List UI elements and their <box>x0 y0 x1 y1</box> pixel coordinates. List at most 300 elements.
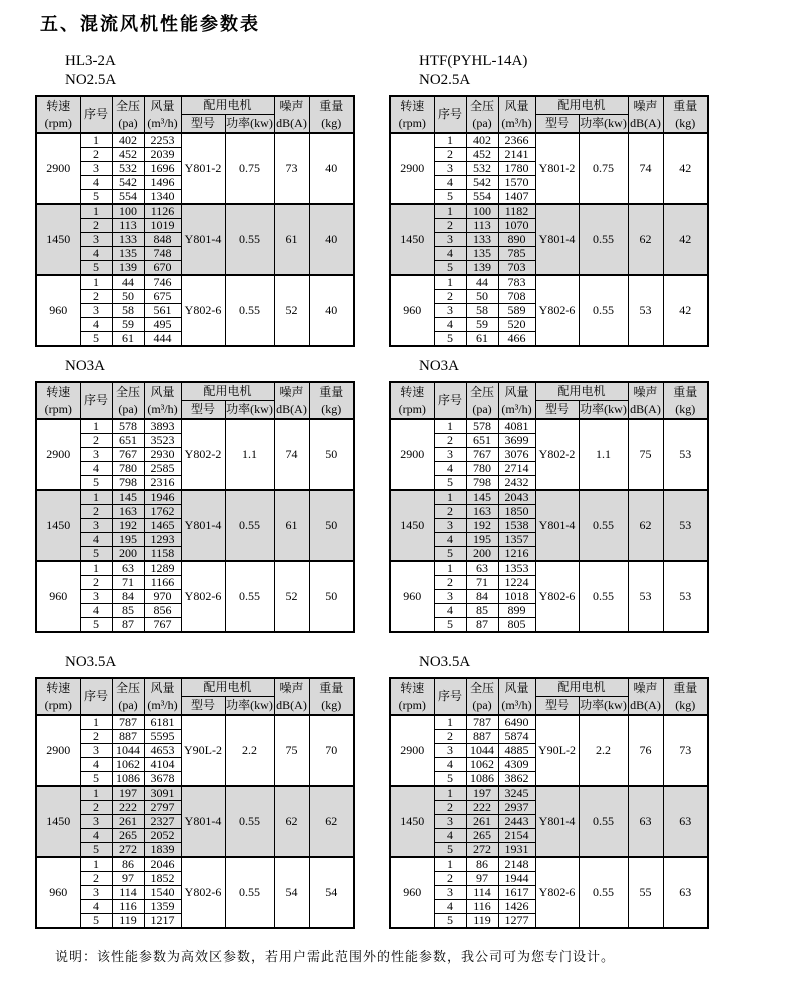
col-header-flow: 风量 (m³/h) <box>498 678 535 715</box>
table-row <box>390 786 708 801</box>
cell-noise: 63 <box>628 786 663 857</box>
table-row <box>36 419 354 434</box>
cell-flow: 1852 <box>144 872 181 886</box>
cell-flow: 1696 <box>144 162 181 176</box>
cell-seq: 1 <box>434 786 466 801</box>
cell-weight: 53 <box>663 561 708 632</box>
cell-weight: 40 <box>309 133 354 204</box>
cell-seq: 3 <box>434 590 466 604</box>
cell-pressure: 578 <box>112 419 144 434</box>
cell-weight: 42 <box>663 275 708 346</box>
cell-seq: 2 <box>80 505 112 519</box>
cell-pressure: 1086 <box>466 772 498 787</box>
cell-model: Y801-4 <box>181 490 225 561</box>
cell-pressure: 44 <box>466 275 498 290</box>
cell-pressure: 532 <box>112 162 144 176</box>
table-row <box>36 786 354 801</box>
cell-pressure: 798 <box>112 476 144 491</box>
cell-seq: 2 <box>434 576 466 590</box>
cell-flow: 4104 <box>144 758 181 772</box>
cell-seq: 3 <box>434 233 466 247</box>
cell-flow: 4081 <box>498 419 535 434</box>
cell-pressure: 116 <box>112 900 144 914</box>
col-header-pressure: 全压 (pa) <box>466 382 498 419</box>
cell-flow: 2937 <box>498 801 535 815</box>
cell-flow: 1407 <box>498 190 535 205</box>
col-header-noise: 噪声 dB(A) <box>628 678 663 715</box>
table-caption: NO2.5A <box>419 72 471 88</box>
cell-pressure: 145 <box>112 490 144 505</box>
col-header-seq: 序号 <box>80 96 112 133</box>
cell-seq: 2 <box>434 219 466 233</box>
col-header-speed: 转速 (rpm) <box>390 678 434 715</box>
table-caption: NO3A <box>419 358 459 374</box>
cell-flow: 675 <box>144 290 181 304</box>
cell-power: 0.75 <box>225 133 274 204</box>
cell-pressure: 192 <box>466 519 498 533</box>
table-row <box>36 490 354 505</box>
cell-flow: 4885 <box>498 744 535 758</box>
cell-flow: 856 <box>144 604 181 618</box>
cell-flow: 3245 <box>498 786 535 801</box>
col-header-weight: 重量 (kg) <box>309 678 354 715</box>
cell-noise: 76 <box>628 715 663 786</box>
cell-model: Y801-2 <box>181 133 225 204</box>
col-header-noise: 噪声 dB(A) <box>274 96 309 133</box>
col-header-speed: 转速 (rpm) <box>390 96 434 133</box>
cell-flow: 1277 <box>498 914 535 929</box>
cell-pressure: 1062 <box>112 758 144 772</box>
cell-flow: 2154 <box>498 829 535 843</box>
cell-flow: 670 <box>144 261 181 276</box>
cell-seq: 1 <box>80 786 112 801</box>
cell-pressure: 71 <box>466 576 498 590</box>
cell-model: Y802-6 <box>181 275 225 346</box>
cell-flow: 3699 <box>498 434 535 448</box>
cell-weight: 54 <box>309 857 354 928</box>
cell-seq: 2 <box>434 505 466 519</box>
cell-seq: 3 <box>434 519 466 533</box>
cell-pressure: 85 <box>112 604 144 618</box>
cell-flow: 1353 <box>498 561 535 576</box>
cell-flow: 495 <box>144 318 181 332</box>
table-caption: NO3.5A <box>65 654 117 670</box>
col-header-weight: 重量 (kg) <box>663 382 708 419</box>
cell-noise: 61 <box>274 204 309 275</box>
cell-model: Y801-4 <box>535 490 579 561</box>
cell-rpm: 960 <box>36 561 80 632</box>
cell-rpm: 1450 <box>390 490 434 561</box>
cell-pressure: 50 <box>466 290 498 304</box>
cell-pressure: 116 <box>466 900 498 914</box>
cell-seq: 4 <box>80 247 112 261</box>
col-header-flow: 风量 (m³/h) <box>144 678 181 715</box>
cell-noise: 61 <box>274 490 309 561</box>
cell-flow: 1289 <box>144 561 181 576</box>
cell-seq: 2 <box>80 801 112 815</box>
cell-flow: 1359 <box>144 900 181 914</box>
cell-seq: 4 <box>80 533 112 547</box>
cell-seq: 5 <box>80 476 112 491</box>
cell-seq: 2 <box>434 148 466 162</box>
cell-seq: 2 <box>434 290 466 304</box>
cell-pressure: 542 <box>112 176 144 190</box>
cell-rpm: 1450 <box>390 786 434 857</box>
footnote: 说明：该性能参数为高效区参数，若用户需此范围外的性能参数，我公司可为您专门设计。 <box>55 949 616 964</box>
cell-flow: 466 <box>498 332 535 347</box>
table-block-hl3-2a-no3-5a <box>35 653 355 929</box>
cell-pressure: 261 <box>112 815 144 829</box>
cell-pressure: 139 <box>112 261 144 276</box>
cell-flow: 3091 <box>144 786 181 801</box>
cell-seq: 1 <box>434 419 466 434</box>
cell-rpm: 1450 <box>36 786 80 857</box>
table-block-htf-no2-5a <box>389 52 709 347</box>
cell-pressure: 222 <box>112 801 144 815</box>
cell-rpm: 960 <box>36 857 80 928</box>
cell-flow: 783 <box>498 275 535 290</box>
cell-flow: 2253 <box>144 133 181 148</box>
cell-pressure: 86 <box>466 857 498 872</box>
col-header-model: 型号 <box>181 401 225 420</box>
cell-pressure: 133 <box>112 233 144 247</box>
cell-seq: 4 <box>80 829 112 843</box>
cell-pressure: 197 <box>112 786 144 801</box>
col-header-pressure: 全压 (pa) <box>112 382 144 419</box>
col-header-motor-group: 配用电机 <box>535 96 628 115</box>
cell-power: 1.1 <box>225 419 274 490</box>
cell-noise: 62 <box>628 490 663 561</box>
cell-flow: 2327 <box>144 815 181 829</box>
cell-pressure: 402 <box>112 133 144 148</box>
cell-flow: 1465 <box>144 519 181 533</box>
cell-power: 0.55 <box>225 561 274 632</box>
col-header-model: 型号 <box>181 697 225 716</box>
cell-model: Y90L-2 <box>535 715 579 786</box>
cell-seq: 2 <box>80 434 112 448</box>
cell-pressure: 780 <box>466 462 498 476</box>
cell-seq: 1 <box>80 561 112 576</box>
cell-pressure: 119 <box>466 914 498 929</box>
cell-seq: 5 <box>80 843 112 858</box>
cell-seq: 1 <box>434 133 466 148</box>
cell-pressure: 87 <box>466 618 498 633</box>
cell-noise: 73 <box>274 133 309 204</box>
cell-pressure: 139 <box>466 261 498 276</box>
cell-pressure: 100 <box>112 204 144 219</box>
cell-pressure: 86 <box>112 857 144 872</box>
cell-flow: 520 <box>498 318 535 332</box>
cell-flow: 561 <box>144 304 181 318</box>
col-header-weight: 重量 (kg) <box>309 96 354 133</box>
cell-pressure: 265 <box>112 829 144 843</box>
cell-flow: 1850 <box>498 505 535 519</box>
cell-pressure: 195 <box>466 533 498 547</box>
cell-pressure: 222 <box>466 801 498 815</box>
cell-weight: 40 <box>309 275 354 346</box>
cell-power: 0.55 <box>225 490 274 561</box>
col-header-flow: 风量 (m³/h) <box>498 382 535 419</box>
cell-pressure: 135 <box>112 247 144 261</box>
col-header-power: 功率(kw) <box>579 401 628 420</box>
cell-seq: 5 <box>434 476 466 491</box>
cell-flow: 1946 <box>144 490 181 505</box>
cell-seq: 3 <box>80 448 112 462</box>
cell-flow: 1931 <box>498 843 535 858</box>
cell-seq: 4 <box>434 176 466 190</box>
cell-seq: 3 <box>434 448 466 462</box>
cell-weight: 63 <box>663 857 708 928</box>
col-header-pressure: 全压 (pa) <box>112 678 144 715</box>
cell-flow: 3678 <box>144 772 181 787</box>
cell-flow: 1570 <box>498 176 535 190</box>
cell-seq: 4 <box>80 462 112 476</box>
cell-model: Y801-4 <box>535 204 579 275</box>
col-header-power: 功率(kw) <box>579 115 628 134</box>
cell-noise: 52 <box>274 275 309 346</box>
cell-flow: 2046 <box>144 857 181 872</box>
cell-flow: 1018 <box>498 590 535 604</box>
cell-power: 0.55 <box>579 786 628 857</box>
table-row <box>390 419 708 434</box>
cell-pressure: 163 <box>112 505 144 519</box>
cell-weight: 50 <box>309 419 354 490</box>
cell-pressure: 113 <box>112 219 144 233</box>
cell-seq: 5 <box>434 914 466 929</box>
cell-flow: 2585 <box>144 462 181 476</box>
table-row <box>390 275 708 290</box>
col-header-weight: 重量 (kg) <box>663 96 708 133</box>
cell-seq: 1 <box>80 715 112 730</box>
cell-seq: 1 <box>434 561 466 576</box>
cell-weight: 53 <box>663 490 708 561</box>
cell-seq: 5 <box>80 914 112 929</box>
cell-flow: 746 <box>144 275 181 290</box>
col-header-pressure: 全压 (pa) <box>466 678 498 715</box>
cell-seq: 3 <box>434 886 466 900</box>
cell-flow: 1182 <box>498 204 535 219</box>
cell-flow: 2043 <box>498 490 535 505</box>
col-header-noise: 噪声 dB(A) <box>628 96 663 133</box>
cell-pressure: 114 <box>466 886 498 900</box>
cell-noise: 75 <box>274 715 309 786</box>
cell-noise: 74 <box>628 133 663 204</box>
cell-pressure: 58 <box>466 304 498 318</box>
cell-rpm: 960 <box>390 561 434 632</box>
cell-pressure: 197 <box>466 786 498 801</box>
cell-seq: 3 <box>434 744 466 758</box>
cell-pressure: 84 <box>112 590 144 604</box>
cell-seq: 4 <box>434 247 466 261</box>
col-header-seq: 序号 <box>80 382 112 419</box>
cell-model: Y802-2 <box>181 419 225 490</box>
cell-noise: 53 <box>628 275 663 346</box>
cell-seq: 2 <box>434 801 466 815</box>
cell-flow: 1540 <box>144 886 181 900</box>
cell-noise: 75 <box>628 419 663 490</box>
table-caption: NO2.5A <box>65 72 117 88</box>
cell-power: 0.55 <box>579 275 628 346</box>
cell-flow: 1496 <box>144 176 181 190</box>
cell-model: Y802-6 <box>535 561 579 632</box>
cell-seq: 3 <box>80 304 112 318</box>
cell-seq: 5 <box>434 190 466 205</box>
cell-seq: 1 <box>80 204 112 219</box>
cell-flow: 1158 <box>144 547 181 562</box>
cell-pressure: 200 <box>466 547 498 562</box>
cell-seq: 4 <box>434 900 466 914</box>
cell-noise: 53 <box>628 561 663 632</box>
cell-model: Y802-2 <box>535 419 579 490</box>
cell-pressure: 100 <box>466 204 498 219</box>
table-row <box>36 561 354 576</box>
cell-weight: 42 <box>663 133 708 204</box>
cell-pressure: 1086 <box>112 772 144 787</box>
cell-power: 0.55 <box>579 857 628 928</box>
cell-weight: 40 <box>309 204 354 275</box>
cell-flow: 805 <box>498 618 535 633</box>
cell-weight: 62 <box>309 786 354 857</box>
cell-pressure: 63 <box>112 561 144 576</box>
cell-power: 0.55 <box>579 204 628 275</box>
cell-pressure: 767 <box>112 448 144 462</box>
cell-flow: 3076 <box>498 448 535 462</box>
cell-flow: 2797 <box>144 801 181 815</box>
cell-seq: 1 <box>434 715 466 730</box>
cell-seq: 1 <box>80 133 112 148</box>
cell-flow: 4309 <box>498 758 535 772</box>
table-row <box>390 204 708 219</box>
cell-pressure: 114 <box>112 886 144 900</box>
cell-flow: 1357 <box>498 533 535 547</box>
cell-rpm: 2900 <box>36 419 80 490</box>
cell-pressure: 272 <box>466 843 498 858</box>
cell-seq: 5 <box>80 332 112 347</box>
cell-seq: 3 <box>434 162 466 176</box>
cell-flow: 444 <box>144 332 181 347</box>
cell-flow: 767 <box>144 618 181 633</box>
cell-flow: 2039 <box>144 148 181 162</box>
cell-seq: 4 <box>434 462 466 476</box>
cell-weight: 70 <box>309 715 354 786</box>
cell-seq: 1 <box>80 857 112 872</box>
cell-pressure: 1062 <box>466 758 498 772</box>
cell-pressure: 452 <box>112 148 144 162</box>
table-caption: HL3-2A <box>65 53 116 69</box>
cell-seq: 5 <box>434 547 466 562</box>
cell-power: 0.75 <box>579 133 628 204</box>
cell-seq: 3 <box>80 233 112 247</box>
cell-seq: 3 <box>434 815 466 829</box>
cell-pressure: 63 <box>466 561 498 576</box>
cell-seq: 4 <box>80 758 112 772</box>
cell-pressure: 113 <box>466 219 498 233</box>
cell-power: 0.55 <box>225 204 274 275</box>
table-row <box>390 133 708 148</box>
cell-noise: 55 <box>628 857 663 928</box>
cell-model: Y802-6 <box>535 275 579 346</box>
cell-pressure: 71 <box>112 576 144 590</box>
table-row <box>390 561 708 576</box>
cell-weight: 63 <box>663 786 708 857</box>
cell-pressure: 402 <box>466 133 498 148</box>
cell-seq: 2 <box>80 730 112 744</box>
cell-pressure: 195 <box>112 533 144 547</box>
cell-pressure: 1044 <box>466 744 498 758</box>
cell-flow: 1293 <box>144 533 181 547</box>
cell-rpm: 2900 <box>390 419 434 490</box>
table-row <box>390 857 708 872</box>
col-header-pressure: 全压 (pa) <box>112 96 144 133</box>
col-header-speed: 转速 (rpm) <box>36 382 80 419</box>
col-header-power: 功率(kw) <box>225 697 274 716</box>
cell-seq: 1 <box>80 490 112 505</box>
cell-pressure: 59 <box>112 318 144 332</box>
cell-pressure: 163 <box>466 505 498 519</box>
cell-seq: 5 <box>434 618 466 633</box>
cell-flow: 3862 <box>498 772 535 787</box>
cell-flow: 703 <box>498 261 535 276</box>
col-header-motor-group: 配用电机 <box>181 382 274 401</box>
cell-rpm: 2900 <box>390 715 434 786</box>
cell-flow: 5595 <box>144 730 181 744</box>
cell-pressure: 145 <box>466 490 498 505</box>
cell-power: 2.2 <box>579 715 628 786</box>
col-header-motor-group: 配用电机 <box>535 382 628 401</box>
table-row <box>390 715 708 730</box>
cell-flow: 589 <box>498 304 535 318</box>
col-header-power: 功率(kw) <box>579 697 628 716</box>
cell-flow: 848 <box>144 233 181 247</box>
cell-seq: 4 <box>434 533 466 547</box>
cell-weight: 53 <box>663 419 708 490</box>
table-row <box>36 204 354 219</box>
cell-seq: 2 <box>80 872 112 886</box>
cell-flow: 1216 <box>498 547 535 562</box>
cell-flow: 1944 <box>498 872 535 886</box>
cell-rpm: 960 <box>36 275 80 346</box>
cell-pressure: 272 <box>112 843 144 858</box>
table-caption: NO3.5A <box>419 654 471 670</box>
col-header-model: 型号 <box>181 115 225 134</box>
cell-pressure: 265 <box>466 829 498 843</box>
cell-seq: 3 <box>80 590 112 604</box>
fan-performance-table <box>389 677 709 929</box>
table-block-hl3-2a-no2-5a <box>35 52 355 347</box>
col-header-power: 功率(kw) <box>225 115 274 134</box>
cell-flow: 1762 <box>144 505 181 519</box>
cell-pressure: 119 <box>112 914 144 929</box>
col-header-motor-group: 配用电机 <box>535 678 628 697</box>
cell-power: 0.55 <box>579 490 628 561</box>
cell-seq: 4 <box>80 318 112 332</box>
cell-pressure: 97 <box>466 872 498 886</box>
cell-flow: 1070 <box>498 219 535 233</box>
cell-flow: 2366 <box>498 133 535 148</box>
fan-performance-table <box>389 381 709 633</box>
cell-seq: 3 <box>80 815 112 829</box>
cell-pressure: 452 <box>466 148 498 162</box>
cell-seq: 1 <box>80 419 112 434</box>
col-header-speed: 转速 (rpm) <box>36 678 80 715</box>
cell-noise: 74 <box>274 419 309 490</box>
cell-flow: 1839 <box>144 843 181 858</box>
col-header-flow: 风量 (m³/h) <box>144 96 181 133</box>
cell-seq: 4 <box>434 758 466 772</box>
cell-flow: 970 <box>144 590 181 604</box>
cell-weight: 50 <box>309 490 354 561</box>
col-header-weight: 重量 (kg) <box>663 678 708 715</box>
